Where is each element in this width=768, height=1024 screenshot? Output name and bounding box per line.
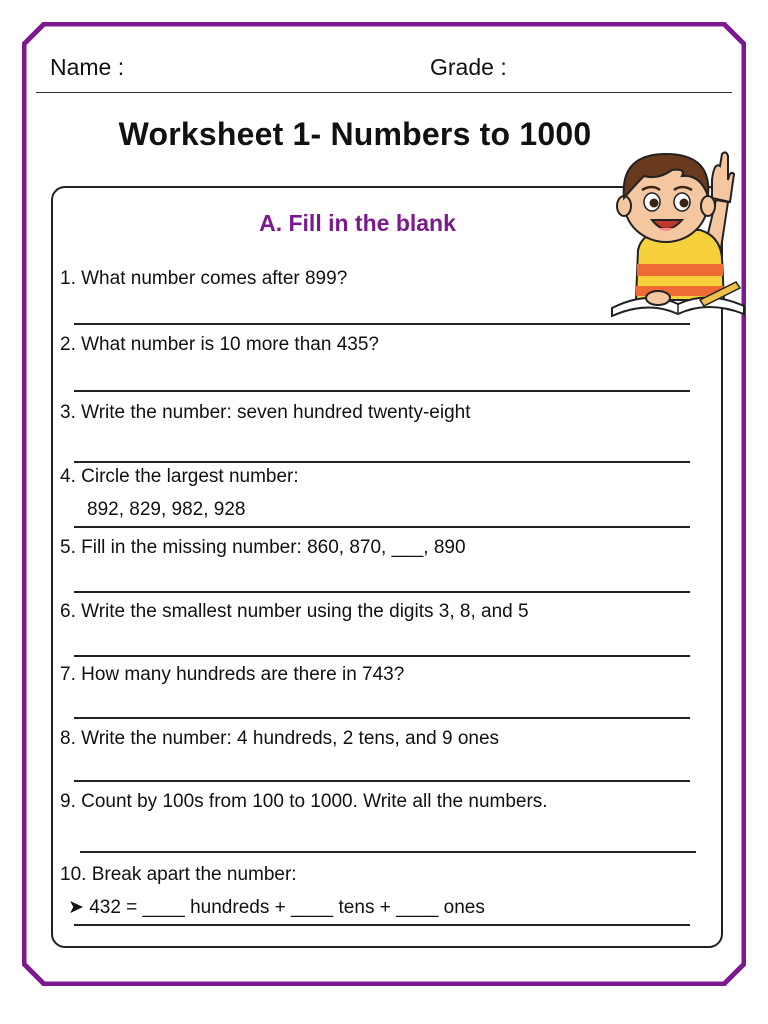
answer-line-1[interactable] bbox=[74, 323, 690, 325]
boy-illustration bbox=[608, 140, 748, 320]
answer-line-10[interactable] bbox=[74, 924, 690, 926]
question-3: 3. Write the number: seven hundred twenty-eight bbox=[60, 402, 471, 423]
answer-line-8[interactable] bbox=[74, 780, 690, 782]
worksheet-title: Worksheet 1- Numbers to 1000 bbox=[118, 116, 592, 152]
question-6: 6. Write the smallest number using the digits 3, 8, and 5 bbox=[60, 601, 529, 622]
section-title: A. Fill in the blank bbox=[259, 210, 456, 236]
answer-line-3[interactable] bbox=[74, 461, 690, 463]
question-10-expression: ➤ 432 = ____ hundreds + ____ tens + ____ ones bbox=[68, 897, 485, 918]
answer-line-2[interactable] bbox=[74, 390, 690, 392]
question-8: 8. Write the number: 4 hundreds, 2 tens, and 9 ones bbox=[60, 728, 500, 749]
grade-label: Grade : bbox=[430, 54, 507, 80]
question-5: 5. Fill in the missing number: 860, 870, ___, 890 bbox=[60, 537, 466, 558]
name-label: Name : bbox=[50, 54, 125, 80]
question-4-numbers: 892, 829, 982, 928 bbox=[87, 499, 246, 520]
answer-line-7[interactable] bbox=[74, 717, 690, 719]
question-4: 4. Circle the largest number: bbox=[60, 466, 299, 487]
question-7: 7. How many hundreds are there in 743? bbox=[60, 664, 405, 685]
answer-line-9[interactable] bbox=[80, 851, 696, 853]
answer-line-5[interactable] bbox=[74, 591, 690, 593]
boy-icon bbox=[608, 140, 748, 320]
question-10: 10. Break apart the number: bbox=[60, 864, 297, 885]
answer-line-4[interactable] bbox=[74, 526, 690, 528]
answer-line-6[interactable] bbox=[74, 655, 690, 657]
question-2: 2. What number is 10 more than 435? bbox=[60, 334, 379, 355]
question-1: 1. What number comes after 899? bbox=[60, 268, 348, 289]
question-9: 9. Count by 100s from 100 to 1000. Write all the numbers. bbox=[60, 791, 548, 812]
header-divider bbox=[36, 92, 732, 93]
